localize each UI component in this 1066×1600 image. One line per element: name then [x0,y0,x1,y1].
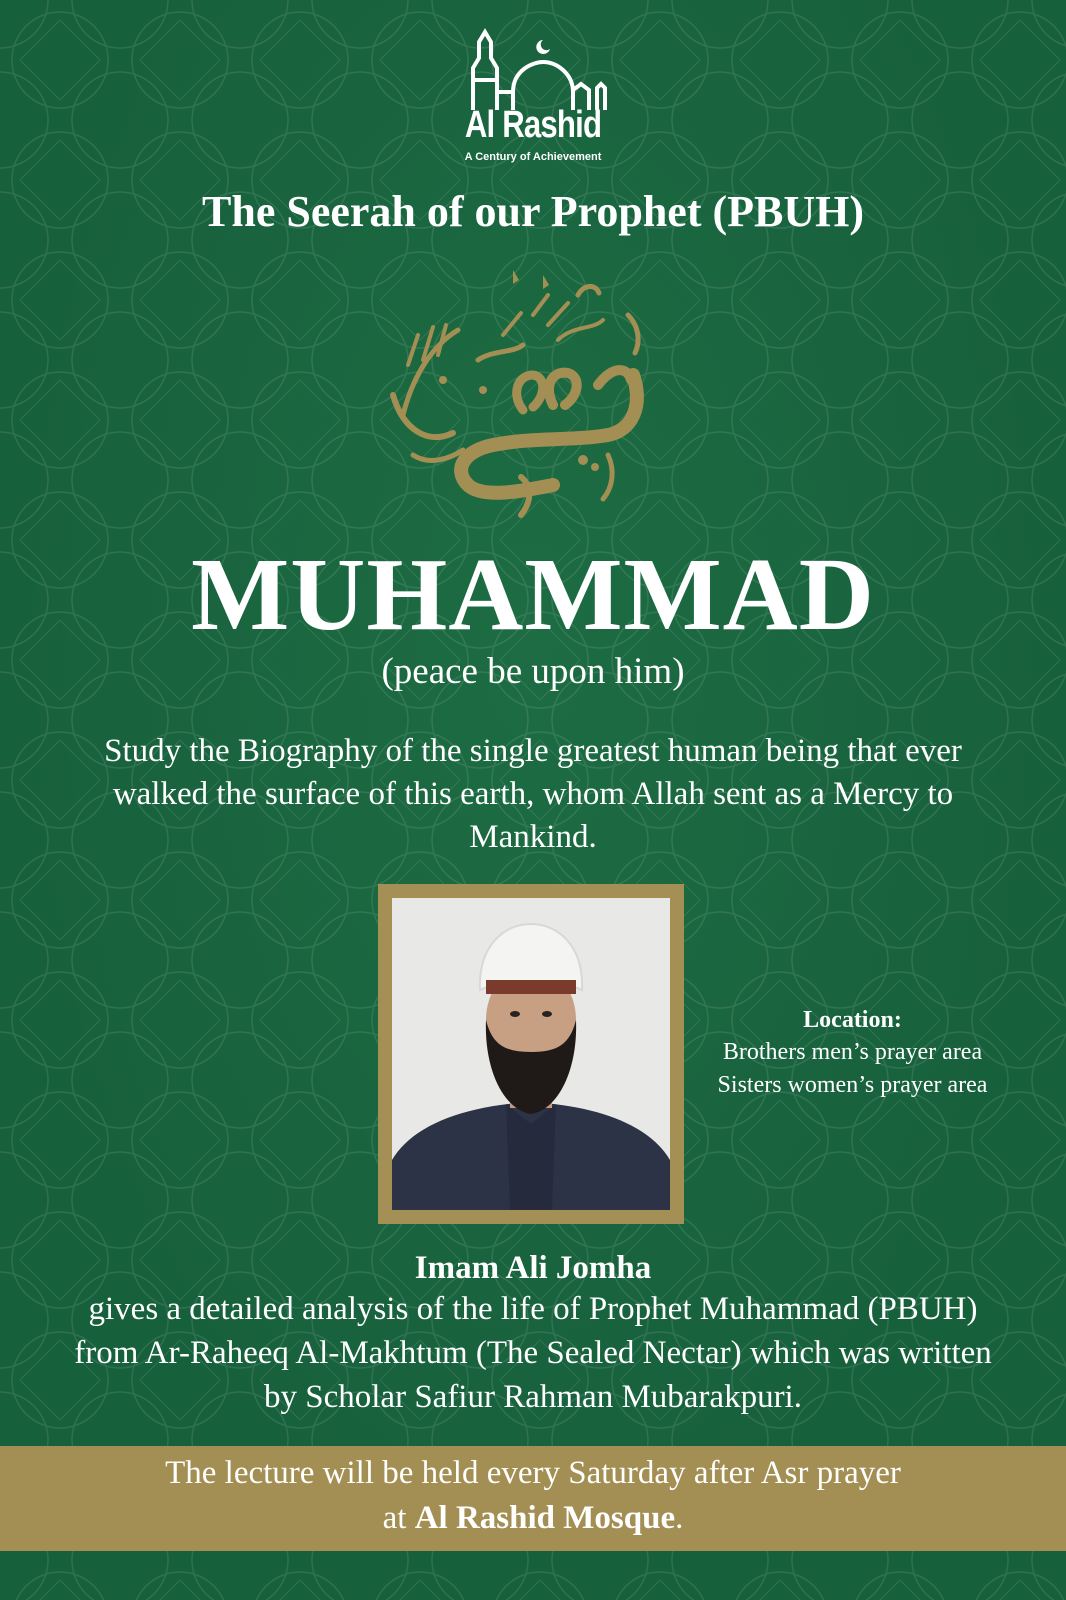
footer-prefix: at [382,1500,415,1536]
location-info [695,1004,1010,1101]
footer-schedule: The lecture will be held every Saturday after Asr prayer [165,1455,901,1491]
speaker-name: Imam Ali Jomha [414,1250,652,1286]
location-heading: Location: [803,1007,902,1033]
speaker-photo [392,898,670,1210]
poster-subtitle: The Seerah of our Prophet (PBUH) [202,187,864,236]
muhammad-calligraphy-icon [383,255,683,540]
main-title: MUHAMMAD [191,537,875,652]
logo-tagline: A Century of Achievement [464,151,602,163]
speaker-description: gives a detailed analysis of the life of Prophet Muhammad (PBUH) from Ar-Raheeq Al-Makhtum (The Sealed Nectar) which was written by Scholar Safiur Rahman Mubarakpuri. [74,1291,992,1415]
al-rashid-logo [433,28,633,174]
speaker-portrait-icon [392,898,670,1210]
location-sisters: Sisters women’s prayer area [717,1071,988,1098]
intro-paragraph: Study the Biography of the single greatest human being that ever walked the surface of this earth, whom Allah sent as a Mercy to Mankind. [104,733,962,855]
speaker-photo-frame [378,884,684,1224]
footer-suffix: . [675,1500,684,1536]
logo-name: Al Rashid [464,104,602,146]
location-brothers: Brothers men’s prayer area [722,1039,983,1066]
title-honorific: (peace be upon him) [381,651,685,692]
mosque-outline-icon [433,28,633,112]
footer-venue-line [0,1500,1066,1537]
footer-venue: Al Rashid Mosque [414,1500,676,1536]
